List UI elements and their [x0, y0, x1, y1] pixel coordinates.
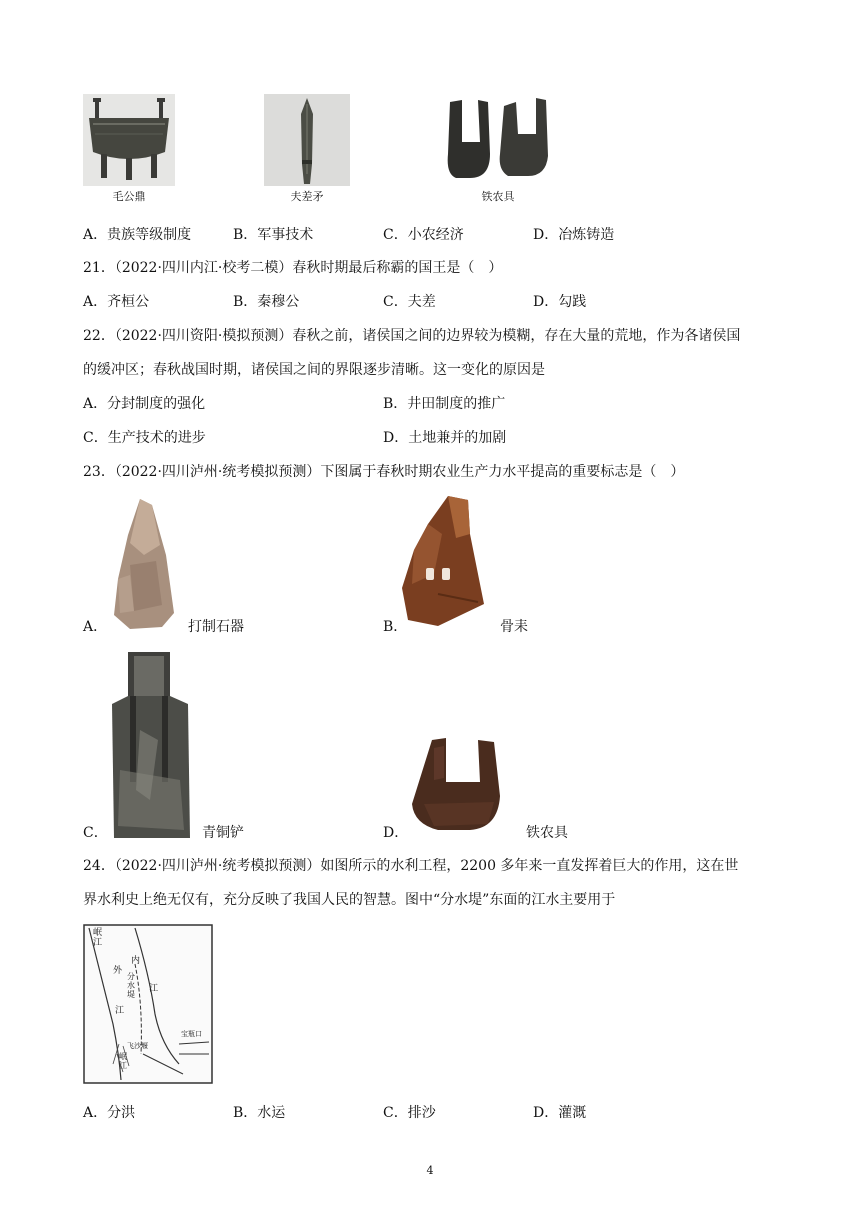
option-d[interactable]: D．勾践 — [533, 294, 587, 310]
map-label-baopingkou: 宝瓶口 — [181, 1030, 202, 1038]
iron-tools-image — [428, 94, 568, 206]
option-b-letter[interactable]: B． — [383, 619, 408, 635]
map-label-fenshuidi: 分 水 堤 — [127, 972, 135, 999]
question-23-stem: 23．（2022·四川泸州·统考模拟预测）下图属于春秋时期农业生产力水平提高的重要标志是（ ） — [83, 464, 685, 480]
question-21-stem: 21．（2022·四川内江·校考二模）春秋时期最后称霸的国王是（ ） — [83, 260, 503, 276]
option-b[interactable]: B．军事技术 — [233, 227, 314, 243]
question-24-stem-line1: 24．（2022·四川泸州·统考模拟预测）如图所示的水利工程，2200 多年来一直发挥着巨大的作用，这在世 — [83, 858, 739, 874]
option-a[interactable]: A．分封制度的强化 — [83, 396, 206, 412]
option-c[interactable]: C．排沙 — [383, 1105, 436, 1121]
bronze-spear-image — [264, 94, 350, 206]
option-b[interactable]: B．秦穆公 — [233, 294, 300, 310]
bone-plow-image — [398, 494, 488, 632]
image-caption: 毛公鼎 — [112, 190, 146, 203]
option-c-letter[interactable]: C． — [83, 825, 108, 841]
map-label-minjiang-top: 岷 江 — [93, 928, 103, 948]
map-label-jiang-right: 江 — [149, 984, 159, 994]
question-22-stem-line1: 22．（2022·四川资阳·模拟预测）春秋之前，诸侯国之间的边界较为模糊，存在大量的荒地，作为各诸侯国 — [83, 328, 741, 344]
option-d[interactable]: D．灌溉 — [533, 1105, 587, 1121]
option-c-label: 青铜铲 — [202, 825, 244, 841]
question-22-stem-line2: 的缓冲区；春秋战国时期，诸侯国之间的界限逐步清晰。这一变化的原因是 — [83, 362, 545, 378]
image-caption: 铁农具 — [481, 190, 515, 203]
option-b[interactable]: B．水运 — [233, 1105, 286, 1121]
option-d[interactable]: D．冶炼铸造 — [533, 227, 615, 243]
option-c[interactable]: C．小农经济 — [383, 227, 464, 243]
option-d[interactable]: D．土地兼并的加剧 — [383, 430, 507, 446]
option-d-letter[interactable]: D． — [383, 825, 409, 841]
chipped-stone-tool-image — [100, 495, 184, 635]
image-caption: 夫差矛 — [290, 190, 324, 203]
page-number: 4 — [426, 1164, 434, 1177]
option-a-label: 打制石器 — [188, 619, 244, 635]
bronze-ding-image — [83, 94, 175, 206]
iron-tool-image — [404, 734, 522, 834]
option-d-label: 铁农具 — [526, 825, 568, 841]
option-a[interactable]: A．贵族等级制度 — [83, 227, 192, 243]
option-a-letter[interactable]: A． — [83, 619, 108, 635]
option-c[interactable]: C．夫差 — [383, 294, 436, 310]
dujiangyan-map — [83, 924, 213, 1084]
option-a[interactable]: A．齐桓公 — [83, 294, 150, 310]
bronze-shovel-image — [100, 650, 192, 842]
map-label-jiang-left: 江 — [115, 1006, 125, 1016]
option-b[interactable]: B．井田制度的推广 — [383, 396, 506, 412]
option-a[interactable]: A．分洪 — [83, 1105, 136, 1121]
map-label-wai: 外 — [113, 966, 123, 976]
map-label-nei: 内 — [131, 956, 141, 966]
question-24-stem-line2: 界水利史上绝无仅有，充分反映了我国人民的智慧。图中“分水堤”东面的江水主要用于 — [83, 892, 616, 908]
option-c[interactable]: C．生产技术的进步 — [83, 430, 206, 446]
map-label-feishayan: 飞沙堰 — [127, 1042, 148, 1050]
option-b-label: 骨耒 — [500, 619, 528, 635]
map-label-minjiang-bottom: 岷 江 — [119, 1052, 127, 1070]
